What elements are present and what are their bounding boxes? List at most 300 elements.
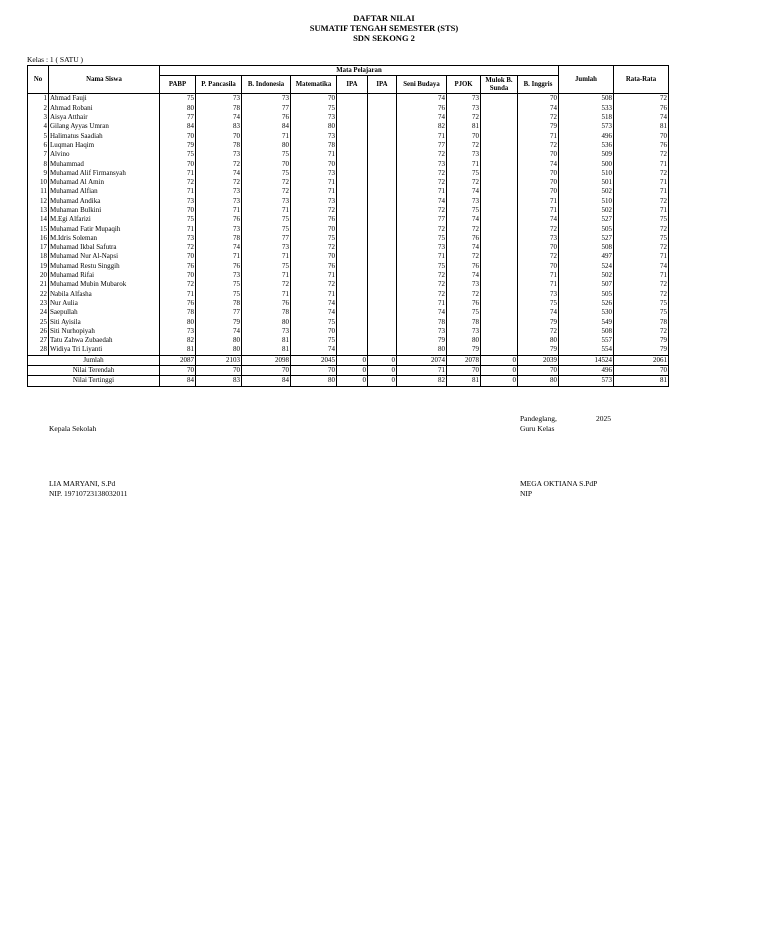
score-cell: 76 [196,215,242,224]
student-name: Muhamad Ikbal Safutra [49,243,160,252]
score-cell: 75 [242,262,291,271]
score-cell [481,271,518,280]
average-cell: 71 [614,252,669,261]
score-cell: 79 [160,141,196,150]
score-cell: 75 [291,104,337,113]
summary-jumlah: 14524 [559,355,614,365]
score-cell: 72 [160,243,196,252]
score-cell: 71 [160,290,196,299]
signature-year: 2025 [596,414,611,423]
score-cell: 74 [447,187,481,196]
average-cell: 72 [614,197,669,206]
headmaster-name: LIA MARYANI, S.Pd [49,479,116,488]
score-cell: 70 [518,243,559,252]
score-cell: 70 [291,159,337,168]
table-row [28,262,669,271]
row-number: 22 [28,290,49,299]
student-name: Saepullah [49,308,160,317]
score-cell: 72 [397,271,447,280]
score-cell: 71 [242,252,291,261]
score-cell: 71 [242,271,291,280]
score-cell [337,113,368,122]
score-cell: 73 [196,187,242,196]
row-number: 25 [28,317,49,326]
score-cell: 70 [160,159,196,168]
score-cell: 75 [160,150,196,159]
total-cell: 502 [559,187,614,196]
table-row [28,141,669,150]
score-cell: 78 [242,308,291,317]
table-row [28,234,669,243]
score-cell: 71 [160,169,196,178]
score-cell [368,159,397,168]
score-cell [481,113,518,122]
total-cell: 527 [559,234,614,243]
total-cell: 510 [559,169,614,178]
score-cell: 80 [242,141,291,150]
average-cell: 72 [614,327,669,336]
score-cell: 72 [518,252,559,261]
score-cell [337,159,368,168]
score-cell [368,206,397,215]
row-number: 23 [28,299,49,308]
total-cell: 502 [559,206,614,215]
row-number: 21 [28,280,49,289]
row-number: 18 [28,252,49,261]
total-cell: 509 [559,150,614,159]
grade-table [27,65,669,387]
row-number: 4 [28,122,49,131]
student-name: M.Idris Soleman [49,234,160,243]
score-cell: 73 [447,327,481,336]
row-number: 8 [28,159,49,168]
average-cell: 78 [614,317,669,326]
row-number: 3 [28,113,49,122]
score-cell: 73 [291,131,337,140]
score-cell: 76 [291,262,337,271]
score-cell [481,280,518,289]
score-cell: 81 [447,122,481,131]
row-number: 6 [28,141,49,150]
table-row [28,122,669,131]
score-cell: 72 [160,178,196,187]
score-cell: 77 [196,308,242,317]
score-cell [481,290,518,299]
student-name: Ahmad Robani [49,104,160,113]
score-cell: 78 [397,317,447,326]
score-cell: 72 [518,224,559,233]
score-cell: 81 [242,345,291,355]
score-cell [481,243,518,252]
header-nama-siswa: Nama Siswa [49,66,160,94]
score-cell: 73 [447,104,481,113]
score-cell: 71 [160,187,196,196]
score-cell: 73 [196,197,242,206]
score-cell [337,317,368,326]
score-cell: 72 [518,113,559,122]
row-number: 7 [28,150,49,159]
header-no: No [28,66,49,94]
student-name: Nabila Alfasha [49,290,160,299]
summary-rata: 2061 [614,355,669,365]
table-row [28,271,669,280]
summary-value: 0 [368,365,397,375]
table-row [28,169,669,178]
score-cell [368,317,397,326]
total-cell: 508 [559,327,614,336]
average-cell: 72 [614,290,669,299]
score-cell: 73 [447,150,481,159]
average-cell: 72 [614,150,669,159]
score-cell: 74 [196,243,242,252]
score-cell: 75 [196,290,242,299]
table-row [28,252,669,261]
score-cell [368,187,397,196]
header-subject: Seni Budaya [397,76,447,94]
score-cell: 81 [242,336,291,345]
score-cell: 70 [160,252,196,261]
summary-label: Jumlah [28,355,160,365]
score-cell: 72 [397,150,447,159]
score-cell: 82 [160,336,196,345]
student-name: Muhamad Rifai [49,271,160,280]
summary-value: 82 [397,376,447,386]
score-cell [337,169,368,178]
score-cell: 75 [447,169,481,178]
score-cell: 74 [518,159,559,168]
score-cell: 71 [242,206,291,215]
score-cell: 73 [242,243,291,252]
score-cell: 73 [291,197,337,206]
score-cell [481,159,518,168]
summary-value: 0 [481,376,518,386]
score-cell: 73 [242,327,291,336]
total-cell: 527 [559,215,614,224]
table-row [28,243,669,252]
score-cell [337,252,368,261]
score-cell [481,215,518,224]
score-cell [481,197,518,206]
score-cell: 71 [518,280,559,289]
score-cell [481,206,518,215]
score-cell [368,234,397,243]
average-cell: 76 [614,104,669,113]
score-cell: 77 [397,215,447,224]
score-cell: 72 [447,290,481,299]
total-cell: 549 [559,317,614,326]
score-cell: 71 [291,178,337,187]
score-cell: 72 [196,178,242,187]
total-cell: 536 [559,141,614,150]
average-cell: 71 [614,178,669,187]
score-cell: 70 [518,187,559,196]
score-cell: 78 [196,234,242,243]
total-cell: 533 [559,104,614,113]
teacher-nip: NIP [520,489,533,498]
header-subject: P. Pancasila [196,76,242,94]
title-school: SDN SEKONG 2 [353,33,415,43]
summary-value: 0 [368,355,397,365]
score-cell: 72 [397,178,447,187]
table-row [28,159,669,168]
total-cell: 554 [559,345,614,355]
average-cell: 74 [614,113,669,122]
score-cell: 70 [291,94,337,104]
student-name: Muhamad Restu Singgih [49,262,160,271]
student-name: Widiya Tri Liyanti [49,345,160,355]
score-cell: 72 [397,280,447,289]
score-cell: 76 [291,215,337,224]
score-cell [481,122,518,131]
table-row [28,94,669,104]
summary-value: 81 [447,376,481,386]
summary-value: 2078 [447,355,481,365]
score-cell: 71 [397,131,447,140]
score-cell: 77 [397,141,447,150]
summary-value: 2103 [196,355,242,365]
total-cell: 505 [559,224,614,233]
score-cell: 75 [160,215,196,224]
score-cell: 73 [160,327,196,336]
row-number: 9 [28,169,49,178]
score-cell [368,262,397,271]
student-name: Siti Nurhopiyah [49,327,160,336]
row-number: 12 [28,197,49,206]
score-cell [337,345,368,355]
student-name: Gilang Ayyas Umran [49,122,160,131]
score-cell [481,131,518,140]
table-row [28,197,669,206]
score-cell [481,262,518,271]
average-cell: 72 [614,243,669,252]
score-cell: 75 [291,317,337,326]
score-cell: 72 [397,224,447,233]
score-cell: 76 [447,234,481,243]
score-cell [368,104,397,113]
score-cell: 76 [447,299,481,308]
score-cell: 70 [160,206,196,215]
table-row [28,336,669,345]
student-name: Muhamad Al Amin [49,178,160,187]
row-number: 27 [28,336,49,345]
summary-value: 80 [291,376,337,386]
score-cell [368,280,397,289]
score-cell [481,150,518,159]
average-cell: 75 [614,215,669,224]
score-cell: 72 [447,224,481,233]
score-cell: 73 [160,234,196,243]
total-cell: 524 [559,262,614,271]
score-cell: 73 [196,150,242,159]
score-cell [337,197,368,206]
student-name: Muhamad Alif Firmansyah [49,169,160,178]
score-cell: 84 [242,122,291,131]
score-cell: 71 [242,131,291,140]
score-cell [337,243,368,252]
score-cell: 75 [447,206,481,215]
score-cell [481,178,518,187]
score-cell: 79 [447,345,481,355]
row-number: 26 [28,327,49,336]
table-row [28,131,669,140]
row-number: 24 [28,308,49,317]
score-cell: 70 [447,131,481,140]
score-cell [368,122,397,131]
score-cell [481,94,518,104]
score-cell: 80 [242,317,291,326]
score-cell [337,327,368,336]
average-cell: 71 [614,206,669,215]
score-cell: 74 [196,169,242,178]
score-cell: 78 [160,308,196,317]
score-cell [337,178,368,187]
score-cell [481,224,518,233]
score-cell: 80 [397,345,447,355]
score-cell: 78 [196,299,242,308]
row-number: 17 [28,243,49,252]
score-cell: 74 [397,197,447,206]
score-cell [337,94,368,104]
summary-value: 2039 [518,355,559,365]
score-cell [481,141,518,150]
total-cell: 526 [559,299,614,308]
student-name: M.Egi Alfarizi [49,215,160,224]
table-row [28,178,669,187]
score-cell: 74 [447,271,481,280]
score-cell [368,336,397,345]
student-name: Luqman Haqim [49,141,160,150]
score-cell [368,271,397,280]
row-number: 15 [28,224,49,233]
score-cell [368,169,397,178]
score-cell [481,317,518,326]
table-row [28,308,669,317]
score-cell: 80 [160,104,196,113]
score-cell: 74 [291,299,337,308]
score-cell: 74 [518,215,559,224]
score-cell: 73 [196,94,242,104]
score-cell: 72 [160,280,196,289]
score-cell [368,308,397,317]
table-row [28,317,669,326]
score-cell: 77 [242,234,291,243]
score-cell: 79 [196,317,242,326]
total-cell: 497 [559,252,614,261]
score-cell: 75 [518,299,559,308]
total-cell: 508 [559,243,614,252]
score-cell: 70 [160,131,196,140]
score-cell [337,271,368,280]
score-cell: 80 [196,345,242,355]
score-cell: 80 [447,336,481,345]
title-daftar-nilai: DAFTAR NILAI [353,13,415,23]
table-row [28,104,669,113]
total-cell: 518 [559,113,614,122]
table-row [28,215,669,224]
score-cell [337,206,368,215]
row-number: 19 [28,262,49,271]
student-name: Muhamad Nur Al-Napsi [49,252,160,261]
score-cell [368,345,397,355]
score-cell [368,197,397,206]
header-subject: IPA [368,76,397,94]
student-name: Ahmad Fauji [49,94,160,104]
score-cell: 72 [291,243,337,252]
score-cell: 70 [242,159,291,168]
headmaster-title: Kepala Sekolah [49,424,97,433]
score-cell: 71 [196,252,242,261]
score-cell: 72 [242,280,291,289]
teacher-title: Guru Kelas [520,424,555,433]
summary-row [28,376,669,386]
total-cell: 510 [559,197,614,206]
score-cell [337,308,368,317]
average-cell: 72 [614,94,669,104]
score-cell: 72 [242,178,291,187]
score-cell [481,187,518,196]
score-cell: 80 [518,336,559,345]
average-cell: 72 [614,169,669,178]
summary-value: 0 [368,376,397,386]
average-cell: 71 [614,271,669,280]
header-subject: IPA [337,76,368,94]
header-subject: B. Indonesia [242,76,291,94]
score-cell: 75 [242,150,291,159]
score-cell: 71 [397,187,447,196]
score-cell: 73 [291,169,337,178]
summary-value: 70 [447,365,481,375]
score-cell: 80 [160,317,196,326]
score-cell: 74 [196,327,242,336]
row-number: 28 [28,345,49,355]
score-cell: 73 [196,224,242,233]
score-cell [337,280,368,289]
summary-value: 70 [518,365,559,375]
score-cell: 75 [196,280,242,289]
summary-rata: 70 [614,365,669,375]
score-cell: 73 [397,327,447,336]
row-number: 16 [28,234,49,243]
total-cell: 557 [559,336,614,345]
score-cell [337,141,368,150]
summary-jumlah: 496 [559,365,614,375]
summary-value: 70 [160,365,196,375]
score-cell: 70 [196,131,242,140]
header-subject: PABP [160,76,196,94]
score-cell: 79 [397,336,447,345]
score-cell: 71 [291,271,337,280]
score-cell: 77 [160,113,196,122]
summary-value: 2074 [397,355,447,365]
score-cell: 74 [447,243,481,252]
score-cell: 72 [291,206,337,215]
score-cell: 76 [196,262,242,271]
table-row [28,113,669,122]
header-subject: B. Inggris [518,76,559,94]
summary-label: Nilai Terendah [28,365,160,375]
score-cell [337,336,368,345]
score-cell: 73 [397,159,447,168]
score-cell: 74 [397,308,447,317]
average-cell: 79 [614,336,669,345]
table-row [28,345,669,355]
summary-label: Nilai Tertinggi [28,376,160,386]
score-cell: 70 [518,150,559,159]
score-cell [481,169,518,178]
score-cell: 80 [291,122,337,131]
score-cell: 79 [518,345,559,355]
average-cell: 75 [614,234,669,243]
